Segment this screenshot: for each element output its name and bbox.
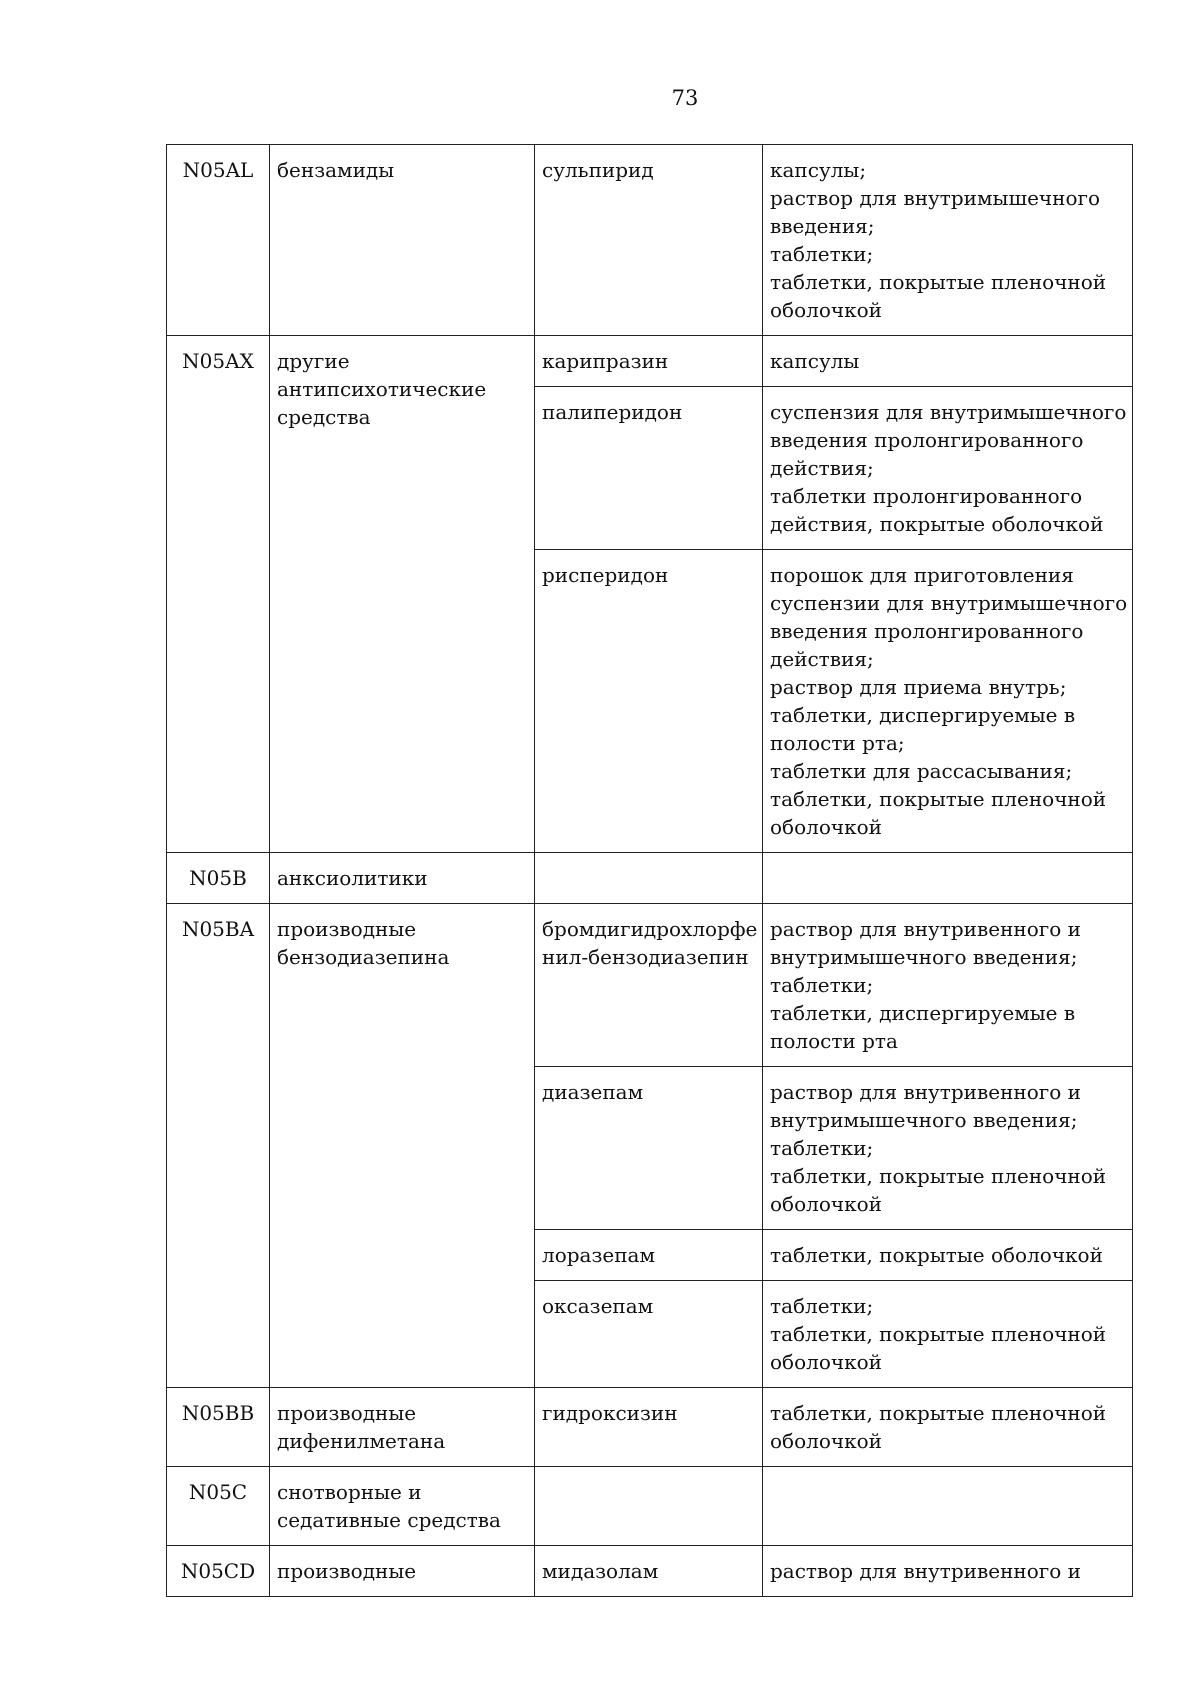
table-row: [167, 145, 1133, 336]
dosage-form-cell: [763, 1388, 1133, 1467]
drug-name-line: рисперидон: [542, 563, 669, 587]
dosage-form-line: раствор для внутривенного и: [770, 1559, 1082, 1583]
dosage-form-cell: [763, 387, 1133, 550]
dosage-form-line: капсулы;: [770, 158, 867, 182]
drug-name-cell: [535, 145, 763, 336]
drug-name-cell: [535, 387, 763, 550]
table-row: [167, 904, 1133, 1067]
drug-group-line: другие: [277, 349, 350, 373]
dosage-form-line: суспензия для внутримышечного: [770, 400, 1127, 424]
drug-group-line: производные: [277, 1401, 417, 1425]
table-row: [167, 1388, 1133, 1467]
dosage-form-line: таблетки;: [770, 973, 874, 997]
drug-name-line: мидазолам: [542, 1559, 659, 1583]
drug-name-cell: [535, 1546, 763, 1597]
drug-name-line: карипразин: [542, 349, 669, 373]
dosage-form-line: таблетки;: [770, 1294, 874, 1318]
drug-name-cell: [535, 336, 763, 387]
dosage-form-line: полости рта;: [770, 731, 905, 755]
drug-group-line: производные: [277, 1559, 417, 1583]
dosage-form-line: внутримышечного введения;: [770, 1108, 1078, 1132]
drug-group-line: дифенилметана: [277, 1429, 446, 1453]
dosage-form-line: таблетки, покрытые пленочной: [770, 1401, 1107, 1425]
dosage-form-cell: [763, 550, 1133, 853]
dosage-form-cell: [763, 1281, 1133, 1388]
drug-name-line: диазепам: [542, 1080, 644, 1104]
atc-code-cell: N05C: [167, 1467, 270, 1546]
dosage-form-line: таблетки, покрытые пленочной: [770, 1322, 1107, 1346]
dosage-form-line: оболочкой: [770, 815, 882, 839]
drug-name-line: гидроксизин: [542, 1401, 678, 1425]
table-row: [167, 336, 1133, 387]
atc-code-cell: N05AL: [167, 145, 270, 336]
page-number: 73: [671, 86, 699, 110]
drug-name-line: сульпирид: [542, 158, 654, 182]
drug-group-line: бензодиазепина: [277, 945, 450, 969]
dosage-form-line: оболочкой: [770, 298, 882, 322]
dosage-form-cell: [763, 1467, 1133, 1546]
dosage-form-line: полости рта: [770, 1029, 898, 1053]
table-row: [167, 853, 1133, 904]
drug-name-line: лоразепам: [542, 1243, 656, 1267]
dosage-form-line: введения пролонгированного: [770, 619, 1084, 643]
dosage-form-line: таблетки, покрытые оболочкой: [770, 1243, 1103, 1267]
dosage-form-line: таблетки, покрытые пленочной: [770, 1164, 1107, 1188]
drug-group-cell: [270, 1546, 535, 1597]
dosage-form-cell: [763, 904, 1133, 1067]
dosage-form-line: таблетки;: [770, 1136, 874, 1160]
dosage-form-line: таблетки, диспергируемые в: [770, 703, 1076, 727]
atc-code-cell: N05BB: [167, 1388, 270, 1467]
drug-group-cell: [270, 1388, 535, 1467]
drug-name-line: палиперидон: [542, 400, 683, 424]
table-row: [167, 1467, 1133, 1546]
dosage-form-line: таблетки для рассасывания;: [770, 759, 1073, 783]
dosage-form-line: действия, покрытые оболочкой: [770, 512, 1104, 536]
drug-group-cell: [270, 904, 535, 1388]
dosage-form-line: таблетки пролонгированного: [770, 484, 1083, 508]
dosage-form-cell: [763, 336, 1133, 387]
dosage-form-line: раствор для внутривенного и: [770, 1080, 1082, 1104]
drug-name-cell: [535, 1281, 763, 1388]
drug-table: [166, 144, 1133, 1597]
dosage-form-line: действия;: [770, 647, 874, 671]
drug-group-line: седативные средства: [277, 1508, 501, 1532]
table-row: [167, 1546, 1133, 1597]
dosage-form-line: таблетки;: [770, 242, 874, 266]
dosage-form-line: действия;: [770, 456, 874, 480]
dosage-form-cell: [763, 853, 1133, 904]
dosage-form-cell: [763, 145, 1133, 336]
dosage-form-line: оболочкой: [770, 1429, 882, 1453]
drug-name-line: бромдигидрохлорфе: [542, 917, 758, 941]
drug-name-cell: [535, 904, 763, 1067]
drug-name-cell: [535, 1067, 763, 1230]
dosage-form-line: таблетки, покрытые пленочной: [770, 787, 1107, 811]
drug-group-cell: [270, 336, 535, 853]
drug-name-line: нил-бензодиазепин: [542, 945, 749, 969]
table-body: [167, 145, 1133, 1597]
drug-group-line: производные: [277, 917, 417, 941]
drug-name-cell: [535, 1467, 763, 1546]
drug-name-cell: [535, 1230, 763, 1281]
drug-name-cell: [535, 550, 763, 853]
drug-name-cell: [535, 853, 763, 904]
atc-code-cell: N05AX: [167, 336, 270, 853]
drug-name-line: оксазепам: [542, 1294, 654, 1318]
dosage-form-cell: [763, 1546, 1133, 1597]
dosage-form-line: введения;: [770, 214, 875, 238]
dosage-form-line: порошок для приготовления: [770, 563, 1074, 587]
dosage-form-line: раствор для приема внутрь;: [770, 675, 1067, 699]
dosage-form-line: таблетки, покрытые пленочной: [770, 270, 1107, 294]
dosage-form-cell: [763, 1067, 1133, 1230]
drug-group-line: снотворные и: [277, 1480, 422, 1504]
drug-group-line: анксиолитики: [277, 866, 428, 890]
dosage-form-line: капсулы: [770, 349, 860, 373]
drug-group-cell: [270, 145, 535, 336]
drug-name-cell: [535, 1388, 763, 1467]
dosage-form-line: раствор для внутривенного и: [770, 917, 1082, 941]
dosage-form-line: раствор для внутримышечного: [770, 186, 1101, 210]
dosage-form-line: таблетки, диспергируемые в: [770, 1001, 1076, 1025]
dosage-form-line: введения пролонгированного: [770, 428, 1084, 452]
drug-group-cell: [270, 1467, 535, 1546]
atc-code-cell: N05CD: [167, 1546, 270, 1597]
drug-group-cell: [270, 853, 535, 904]
dosage-form-line: внутримышечного введения;: [770, 945, 1078, 969]
dosage-form-line: суспензии для внутримышечного: [770, 591, 1128, 615]
dosage-form-line: оболочкой: [770, 1192, 882, 1216]
dosage-form-line: оболочкой: [770, 1350, 882, 1374]
atc-code-cell: N05BA: [167, 904, 270, 1388]
dosage-form-cell: [763, 1230, 1133, 1281]
drug-group-line: бензамиды: [277, 158, 395, 182]
drug-group-line: антипсихотические: [277, 377, 487, 401]
atc-code-cell: N05B: [167, 853, 270, 904]
drug-group-line: средства: [277, 405, 371, 429]
